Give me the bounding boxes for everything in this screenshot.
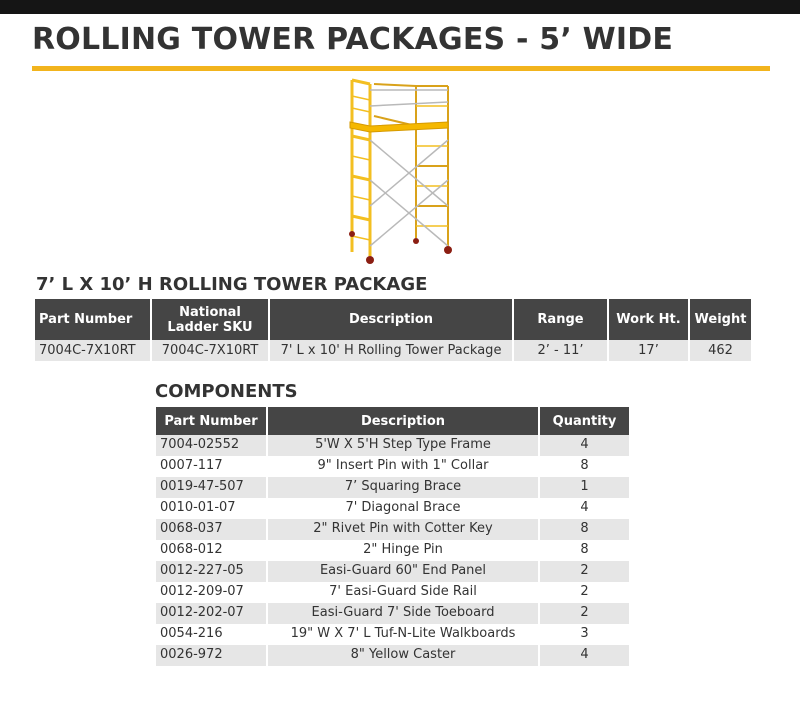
cell-description: 9" Insert Pin with 1" Collar [268, 456, 538, 477]
cell-quantity: 8 [540, 519, 629, 540]
cell-description: 8" Yellow Caster [268, 645, 538, 666]
col-national-sku-line2: Ladder SKU [167, 319, 253, 335]
cell-part-number: 0012-209-07 [156, 582, 266, 603]
cell-part-number: 0012-202-07 [156, 603, 266, 624]
cell-part-number: 0012-227-05 [156, 561, 266, 582]
col-description: Description [268, 407, 538, 435]
col-national-sku-line1: National [179, 304, 241, 320]
cell-quantity: 2 [540, 561, 629, 582]
col-part-number: Part Number [156, 407, 266, 435]
page-title: ROLLING TOWER PACKAGES - 5’ WIDE [32, 22, 674, 57]
cell-part-number: 7004-02552 [156, 435, 266, 456]
cell-range: 2’ - 11’ [514, 340, 607, 361]
cell-quantity: 2 [540, 603, 629, 624]
col-work-height: Work Ht. [609, 299, 688, 340]
cell-quantity: 2 [540, 582, 629, 603]
table-row [156, 435, 629, 456]
components-title: COMPONENTS [155, 381, 298, 402]
table-row [156, 561, 629, 582]
cell-part-number: 0010-01-07 [156, 498, 266, 519]
table-row [156, 498, 629, 519]
cell-description: 7' L x 10' H Rolling Tower Package [270, 340, 512, 361]
table-row [156, 519, 629, 540]
cell-quantity: 1 [540, 477, 629, 498]
table-row [156, 624, 629, 645]
table-row [156, 477, 629, 498]
col-part-number: Part Number [35, 299, 150, 340]
components-table [154, 407, 631, 666]
cell-description: 2" Rivet Pin with Cotter Key [268, 519, 538, 540]
cell-quantity: 8 [540, 540, 629, 561]
table-row [156, 540, 629, 561]
package-table [33, 299, 753, 361]
cell-quantity: 4 [540, 498, 629, 519]
cell-part-number: 0054-216 [156, 624, 266, 645]
cell-description: 2" Hinge Pin [268, 540, 538, 561]
cell-quantity: 4 [540, 435, 629, 456]
cell-quantity: 4 [540, 645, 629, 666]
cell-part-number: 0007-117 [156, 456, 266, 477]
cell-description: Easi-Guard 7' Side Toeboard [268, 603, 538, 624]
cell-part-number: 0068-012 [156, 540, 266, 561]
col-range: Range [514, 299, 607, 340]
cell-description: 7’ Squaring Brace [268, 477, 538, 498]
cell-description: Easi-Guard 60" End Panel [268, 561, 538, 582]
table-row [156, 603, 629, 624]
col-description: Description [270, 299, 512, 340]
cell-weight: 462 [690, 340, 751, 361]
table-row [156, 582, 629, 603]
components-header-row [156, 407, 629, 435]
cell-description: 7' Diagonal Brace [268, 498, 538, 519]
cell-part-number: 0068-037 [156, 519, 266, 540]
col-weight: Weight [690, 299, 751, 340]
cell-sku: 7004C-7X10RT [152, 340, 268, 361]
cell-description: 7' Easi-Guard Side Rail [268, 582, 538, 603]
cell-part-number: 7004C-7X10RT [35, 340, 150, 361]
table-row [35, 340, 751, 361]
package-header-row [35, 299, 751, 340]
title-underline [32, 66, 770, 71]
rolling-tower-image [330, 76, 470, 268]
cell-part-number: 0026-972 [156, 645, 266, 666]
cell-description: 19" W X 7' L Tuf-N-Lite Walkboards [268, 624, 538, 645]
cell-quantity: 3 [540, 624, 629, 645]
package-title: 7’ L X 10’ H ROLLING TOWER PACKAGE [36, 274, 428, 295]
cell-work-height: 17’ [609, 340, 688, 361]
cell-quantity: 8 [540, 456, 629, 477]
top-bar [0, 0, 800, 14]
table-row [156, 456, 629, 477]
table-row [156, 645, 629, 666]
col-national-sku [152, 299, 268, 340]
col-quantity: Quantity [540, 407, 629, 435]
cell-part-number: 0019-47-507 [156, 477, 266, 498]
cell-description: 5'W X 5'H Step Type Frame [268, 435, 538, 456]
